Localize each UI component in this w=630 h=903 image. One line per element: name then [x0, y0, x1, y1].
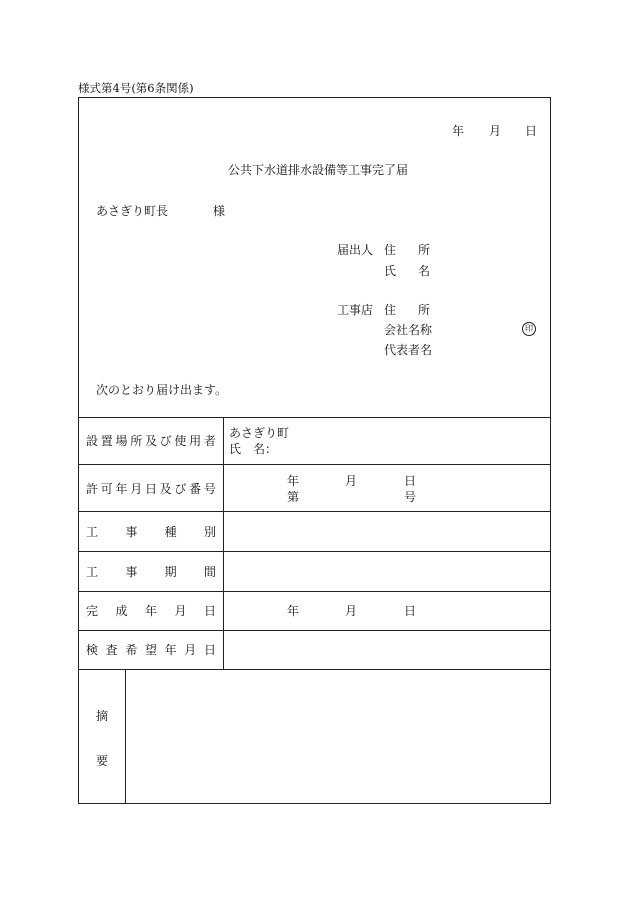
date-day: 日 [525, 124, 538, 138]
table-line [78, 551, 551, 552]
contractor-address-label: 住 所 [384, 303, 430, 317]
table-line [125, 669, 126, 804]
row-label-location: 設 置 場 所 及 び 使 用 者 [86, 434, 216, 448]
addressee-name: あさぎり町長 [96, 204, 169, 218]
permit-number-suffix: 号 [404, 490, 417, 504]
permit-number-prefix: 第 [287, 490, 300, 504]
table-line [78, 464, 551, 465]
row-label-inspection-date: 検 査 希 望 年 月 日 [86, 643, 216, 657]
remarks-label-2: 要 [96, 754, 109, 768]
statement-text: 次のとおり届け出ます。 [96, 383, 228, 397]
completion-month: 月 [345, 604, 358, 618]
form-number: 様式第4号(第6条関係) [78, 81, 194, 95]
applicant-address-label: 住 所 [384, 243, 430, 257]
table-line [78, 630, 551, 631]
permit-year: 年 [287, 474, 300, 488]
remarks-label-1: 摘 [96, 709, 109, 723]
row-label-permit: 許 可 年 月 日 及 び 番 号 [86, 482, 216, 496]
date-month: 月 [489, 124, 502, 138]
applicant-name-label: 氏 名 [384, 264, 430, 278]
table-line [78, 669, 551, 670]
applicant-label: 届出人 [337, 243, 374, 257]
row-label-work-period: 工 事 期 間 [86, 565, 216, 579]
contractor-company-label: 会社名称 [384, 323, 433, 337]
document-title: 公共下水道排水設備等工事完了届 [228, 163, 409, 177]
table-line [78, 417, 551, 418]
date-year: 年 [452, 124, 465, 138]
table-line [78, 591, 551, 592]
completion-year: 年 [287, 604, 300, 618]
contractor-label: 工事店 [337, 303, 374, 317]
table-line [223, 417, 224, 669]
row-label-completion-date: 完 成 年 月 日 [86, 604, 216, 618]
seal-mark: 印 [522, 322, 536, 336]
permit-month: 月 [345, 474, 358, 488]
table-line [78, 511, 551, 512]
user-name-label: 氏 名： [229, 442, 278, 456]
contractor-representative-label: 代表者名 [384, 343, 433, 357]
row-label-work-type: 工 事 種 別 [86, 525, 216, 539]
addressee-honorific: 様 [213, 204, 226, 218]
location-town: あさぎり町 [229, 426, 290, 440]
permit-day: 日 [404, 474, 417, 488]
completion-day: 日 [404, 604, 417, 618]
